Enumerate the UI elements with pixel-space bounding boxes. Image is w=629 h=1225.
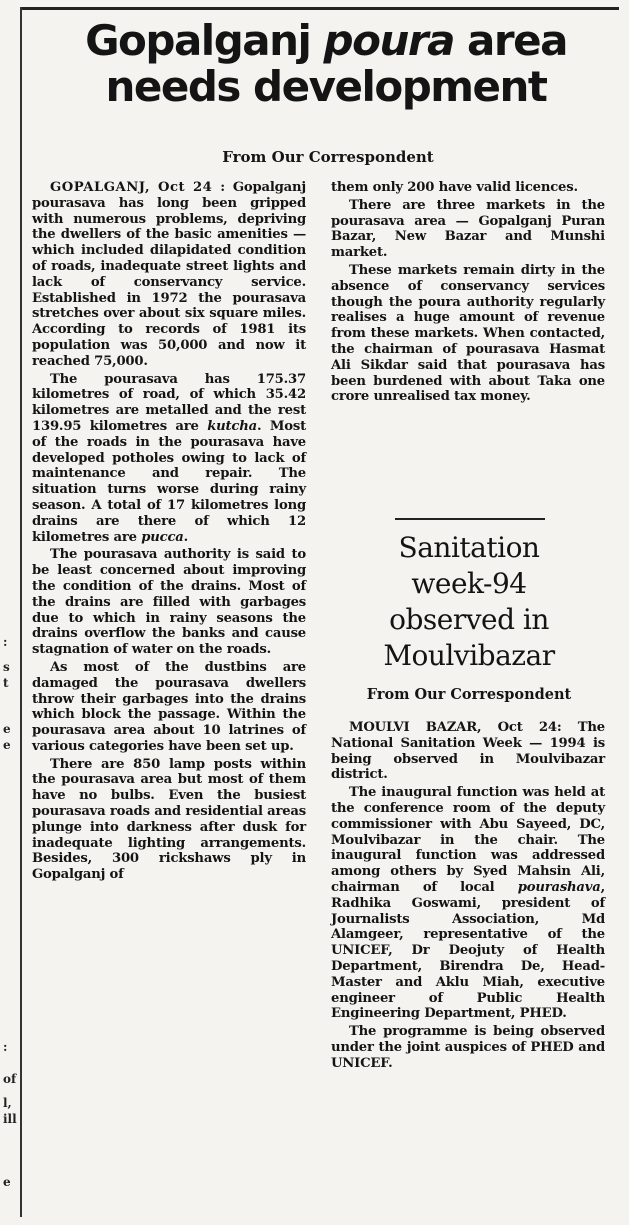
paragraph: There are three markets in the pourasava area — Gopalganj Puran Bazar, New Bazar and Munshi market. — [331, 197, 605, 261]
paragraph: The pourasava has 175.37 kilometres of road, of which 35.42 kilometres are metalled and the rest 139.95 kilometres are kutcha. Most of the roads in the pourasava have developed potholes owing to lack of maintenance and repair. The situation turns worse during rainy season. A total of 17 kilometres long drains are there of which 12 kilometres are pucca. — [32, 371, 306, 545]
article-sanitation-body — [331, 720, 605, 1072]
dateline: GOPALGANJ, Oct 24 : — [50, 180, 226, 195]
byline-gopalganj: From Our Correspondent — [222, 148, 434, 166]
paragraph: As most of the dustbins are damaged the pourasava dwellers throw their garbages into the drains which block the passage. Within the pourasava area about 10 latrines of various categories have been set up. — [32, 659, 306, 754]
margin-fragment: : — [3, 1040, 8, 1054]
adjacent-column-fragments — [0, 0, 16, 1225]
paragraph: MOULVI BAZAR, Oct 24: The National Sanitation Week — 1994 is being observed in Moulvibazar district. — [331, 720, 605, 783]
paragraph: GOPALGANJ, Oct 24 : Gopalganj pourasava has long been gripped with numerous problems, depriving the dwellers of the basic amenities — which included dilapidated condition of roads, inadequate street lights and lack of conservancy service. Established in 1972 the pourasava stretches over about six square miles. According to records of 1981 its population was 50,000 and now it reached 75,000. — [32, 180, 306, 369]
paragraph: The inaugural function was held at the conference room of the deputy commissioner with Abu Sayeed, DC, Moulvibazar in the chair. The inaugural function was addressed among others by Syed Mahsin Ali, chairman of local pourashava, Radhika Goswami, president of Journalists Association, Md Alamgeer, representative of the UNICEF, Dr Deojuty of Health Department, Birendra De, Head-Master and Aklu Miah, executive engineer of Public Health Engineering Department, PHED. — [331, 785, 605, 1022]
top-rule — [22, 7, 619, 10]
margin-fragment: : — [3, 635, 8, 649]
headline-sanitation: Sanitation week-94 observed in Moulvibazar — [383, 531, 555, 672]
article-gopalganj-column-1 — [32, 180, 306, 883]
paragraph: them only 200 have valid licences. — [331, 180, 578, 195]
paragraph: There are 850 lamp posts within the pourasava area but most of them have no bulbs. Even the busiest pourasava roads and residential areas plunge into darkness after dusk for inadequate lighting arrangements. Besides, 300 rickshaws ply in Gopalganj of — [32, 756, 307, 883]
paragraph: The programme is being observed under the joint auspices of PHED and UNICEF. — [331, 1024, 605, 1071]
article-gopalganj-column-2 — [331, 180, 605, 405]
paragraph: The pourasava authority is said to be least concerned about improving the condition of the drains. Most of the drains are filled with garbages due to which in rainy seasons the drains overflow the banks and cause stagnation of water on the roads. — [32, 547, 306, 658]
margin-fragment: e — [3, 1175, 11, 1189]
margin-fragment: t — [3, 676, 9, 690]
margin-fragment: of — [3, 1072, 17, 1086]
byline-sanitation: From Our Correspondent — [366, 686, 572, 703]
article-divider — [395, 518, 545, 520]
headline-gopalganj: Gopalganj poura area needs development — [85, 16, 567, 111]
margin-fragment: ill — [3, 1112, 17, 1126]
margin-fragment: s — [3, 660, 10, 674]
margin-fragment: l, — [3, 1096, 12, 1110]
margin-fragment: e — [3, 738, 11, 752]
column-rule — [20, 7, 22, 1217]
margin-fragment: e — [3, 722, 11, 736]
paragraph: These markets remain dirty in the absence of conservancy services though the poura authority regularly realises a huge amount of revenue from these markets. When contacted, the chairman of pourasava Hasmat Ali Sikdar said that pourasava has been burdened with about Taka one crore unrealised tax money. — [331, 262, 605, 405]
